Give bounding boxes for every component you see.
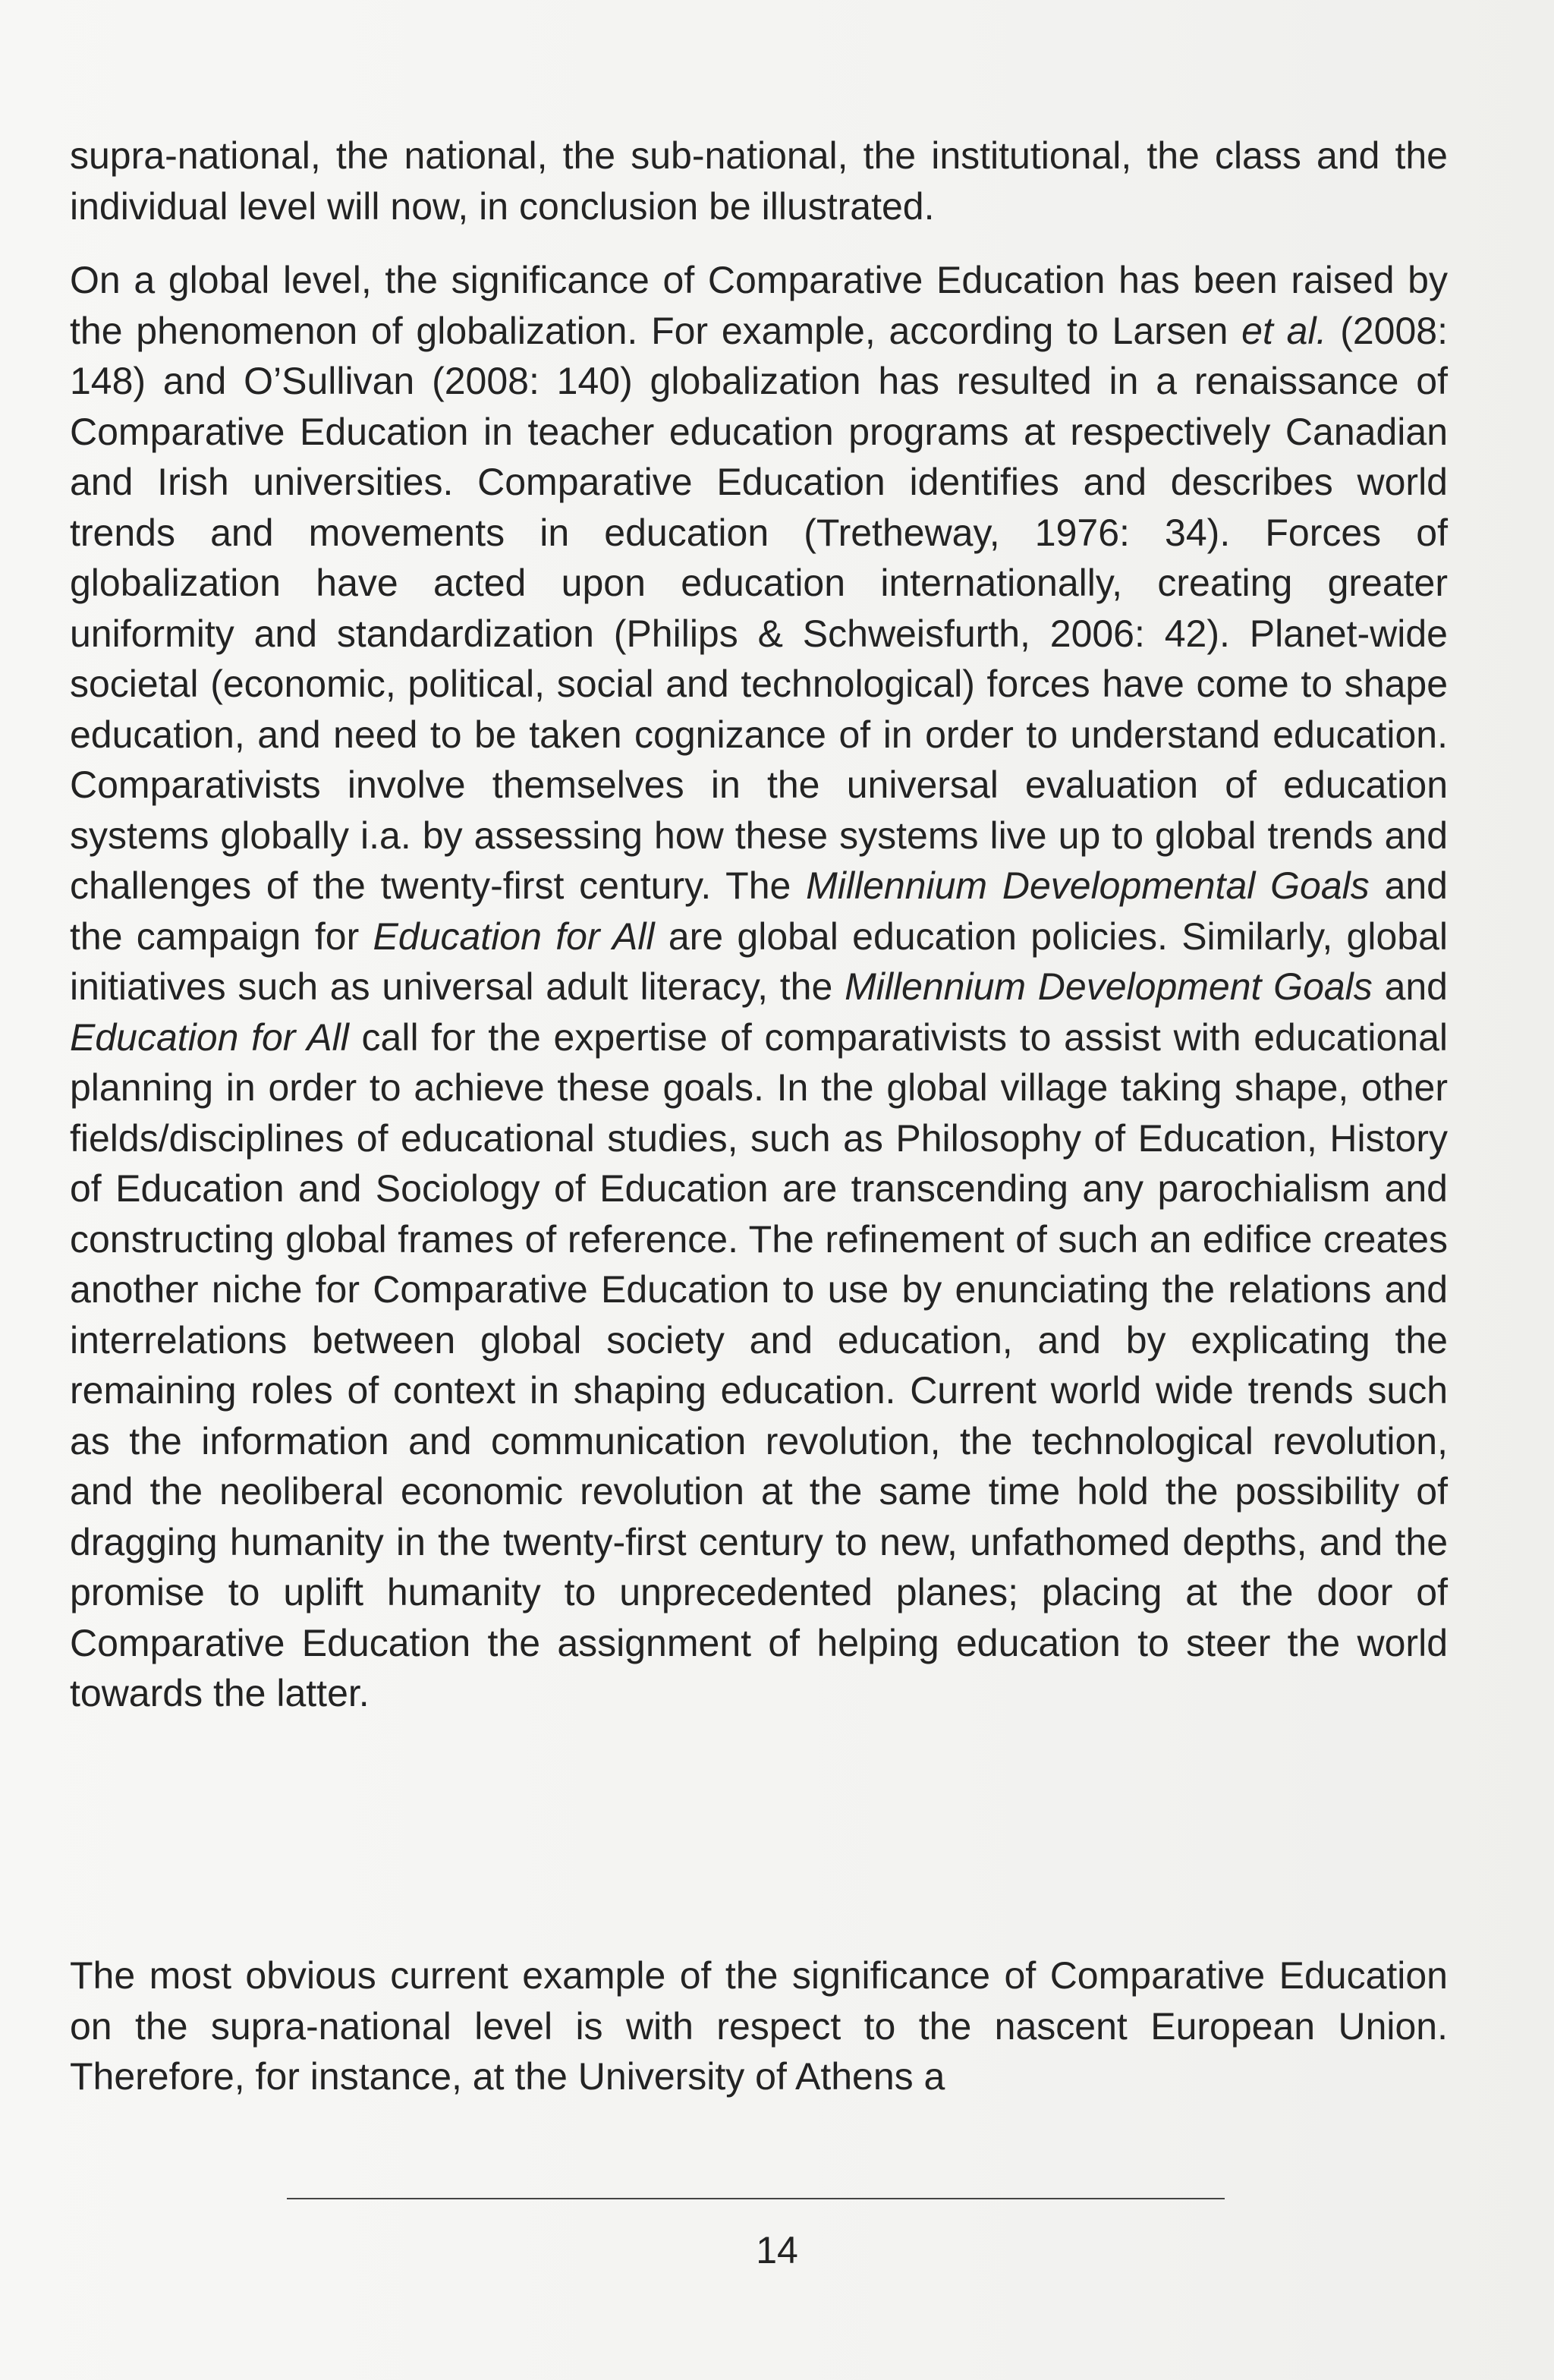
paragraph-supra-national (70, 1950, 1448, 2102)
paragraph-intro-fragment (70, 131, 1448, 231)
text-run: call for the expertise of comparativists to assist with educational planning in order to achieve these goals. In the global village taking shape, other fields/disciplines of educational studies, such as Philosophy of Education, History of Education and Sociology of Education are transcending any parochialism and constructing global frames of reference. The refinement of such an edifice creates another niche for Comparative Education to use by enunciating the relations and interrelations between global society and education, and by explicating the remaining roles of context in shaping education. Current world wide trends such as the information and communication revolution, the technological revolution, and the neoliberal economic revolution at the same time hold the possibility of dragging humanity in the twenty-first century to new, unfathomed depths, and the promise to uplift humanity to unprecedented planes; placing at the door of Comparative Education the assignment of helping education to steer the world towards the latter. (70, 1015, 1448, 1714)
paragraph-text (70, 255, 1448, 1719)
italic-text-run: Millennium Developmental Goals (806, 864, 1370, 907)
text-run: and the campaign for (70, 864, 1448, 958)
footer-rule (287, 2198, 1225, 2199)
text-run: and (1372, 965, 1448, 1008)
page-number: 14 (756, 2229, 798, 2271)
text-run: (2008: 148) and O’Sullivan (2008: 140) globalization has resulted in a renaissance of Comparative Education in teacher education programs at respectively Canadian and Irish universities. Comparative Education identifies and describes world trends and movements in education (Tretheway, 1976: 34). Forces of globalization have acted upon education internationally, creating greater uniformity and standardization (Philips & Schweisfurth, 2006: 42). Planet-wide societal (economic, political, social and technological) forces have come to shape education, and need to be taken cognizance of in order to understand education. Comparativists involve themselves in the universal evaluation of education systems globally i.a. by assessing how these systems live up to global trends and challenges of the twenty-first century. The (70, 309, 1448, 907)
paragraph-text (70, 1950, 1448, 2102)
text-run: On a global level, the significance of Comparative Education has been raised by the phenomenon of globalization. For example, according to Larsen (70, 259, 1448, 352)
italic-text-run: Education for All (373, 915, 655, 958)
paragraph-text (70, 131, 1448, 231)
text-run: The most obvious current example of the significance of Comparative Education on the supra-national level is with respect to the nascent European Union. Therefore, for instance, at the University of Athens a (70, 1954, 1448, 2098)
paragraph-global-level (70, 255, 1448, 1719)
italic-text-run: Education for All (70, 1015, 349, 1059)
italic-text-run: et al. (1241, 309, 1327, 352)
italic-text-run: Millennium Development Goals (845, 965, 1373, 1008)
text-run: are global education policies. Similarly, global initiatives such as universal adult literacy, the (70, 915, 1449, 1008)
text-run: supra-national, the national, the sub-national, the institutional, the class and the individual level will now, in conclusion be illustrated. (70, 134, 1448, 228)
